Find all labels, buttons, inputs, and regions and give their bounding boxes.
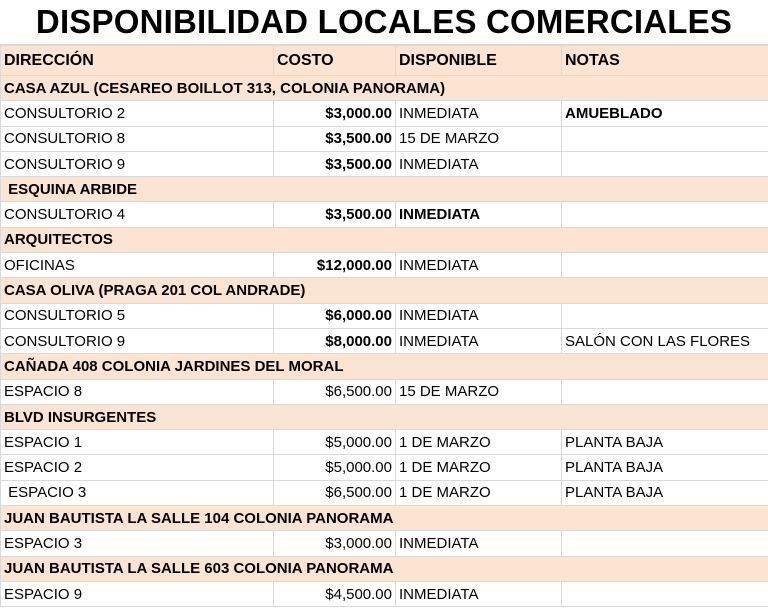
- notes-cell[interactable]: [562, 202, 768, 227]
- availability-cell[interactable]: 1 DE MARZO: [396, 430, 562, 455]
- notes-cell[interactable]: [562, 303, 768, 328]
- availability-cell[interactable]: INMEDIATA: [396, 151, 562, 176]
- section-row: [1, 354, 768, 379]
- notes-cell[interactable]: SALÓN CON LAS FLORES: [562, 328, 768, 353]
- section-row: [1, 556, 768, 581]
- section-label[interactable]: CAÑADA 408 COLONIA JARDINES DEL MORAL: [1, 354, 768, 379]
- notes-cell[interactable]: [562, 581, 768, 606]
- section-label[interactable]: BLVD INSURGENTES: [1, 404, 768, 429]
- notes-cell[interactable]: [562, 253, 768, 278]
- notes-cell[interactable]: [562, 531, 768, 556]
- table-row: [1, 253, 768, 278]
- notes-cell[interactable]: PLANTA BAJA: [562, 480, 768, 505]
- notes-cell[interactable]: [562, 151, 768, 176]
- cost-cell[interactable]: $5,000.00: [274, 430, 396, 455]
- section-label[interactable]: ARQUITECTOS: [1, 227, 768, 252]
- availability-cell[interactable]: INMEDIATA: [396, 328, 562, 353]
- cost-cell[interactable]: $3,500.00: [274, 202, 396, 227]
- table-row: [1, 581, 768, 606]
- section-label[interactable]: JUAN BAUTISTA LA SALLE 104 COLONIA PANORAMA: [1, 506, 768, 531]
- name-cell[interactable]: CONSULTORIO 2: [1, 101, 274, 126]
- cost-cell[interactable]: $3,000.00: [274, 101, 396, 126]
- table-row: [1, 303, 768, 328]
- availability-cell[interactable]: INMEDIATA: [396, 531, 562, 556]
- availability-cell[interactable]: INMEDIATA: [396, 581, 562, 606]
- section-row: [1, 404, 768, 429]
- notes-cell[interactable]: PLANTA BAJA: [562, 455, 768, 480]
- cost-cell[interactable]: $6,500.00: [274, 379, 396, 404]
- table-row: [1, 101, 768, 126]
- name-cell[interactable]: ESPACIO 8: [1, 379, 274, 404]
- notes-cell[interactable]: [562, 126, 768, 151]
- name-cell[interactable]: OFICINAS: [1, 253, 274, 278]
- table-row: [1, 430, 768, 455]
- availability-cell[interactable]: INMEDIATA: [396, 303, 562, 328]
- table-row: [1, 126, 768, 151]
- name-cell[interactable]: CONSULTORIO 8: [1, 126, 274, 151]
- section-label[interactable]: CASA OLIVA (PRAGA 201 COL ANDRADE): [1, 278, 768, 303]
- header-disponible[interactable]: DISPONIBLE: [396, 46, 562, 76]
- name-cell[interactable]: ESPACIO 2: [1, 455, 274, 480]
- section-row: [1, 506, 768, 531]
- table-row: [1, 455, 768, 480]
- cost-cell[interactable]: $5,000.00: [274, 455, 396, 480]
- name-cell[interactable]: ESPACIO 3: [1, 480, 274, 505]
- listing-table: [0, 45, 768, 607]
- cost-cell[interactable]: $3,500.00: [274, 151, 396, 176]
- header-row: [1, 46, 768, 76]
- section-label[interactable]: JUAN BAUTISTA LA SALLE 603 COLONIA PANORAMA: [1, 556, 768, 581]
- availability-cell[interactable]: 1 DE MARZO: [396, 455, 562, 480]
- table-row: [1, 531, 768, 556]
- availability-cell[interactable]: 15 DE MARZO: [396, 379, 562, 404]
- table-row: [1, 379, 768, 404]
- notes-cell[interactable]: AMUEBLADO: [562, 101, 768, 126]
- header-notas[interactable]: NOTAS: [562, 46, 768, 76]
- table-row: [1, 480, 768, 505]
- notes-cell[interactable]: PLANTA BAJA: [562, 430, 768, 455]
- cost-cell[interactable]: $6,500.00: [274, 480, 396, 505]
- cost-cell[interactable]: $3,500.00: [274, 126, 396, 151]
- name-cell[interactable]: CONSULTORIO 5: [1, 303, 274, 328]
- header-direccion[interactable]: DIRECCIÓN: [1, 46, 274, 76]
- section-row: [1, 278, 768, 303]
- sheet-title: DISPONIBILIDAD LOCALES COMERCIALES: [0, 0, 768, 45]
- name-cell[interactable]: CONSULTORIO 9: [1, 151, 274, 176]
- name-cell[interactable]: CONSULTORIO 4: [1, 202, 274, 227]
- name-cell[interactable]: ESPACIO 9: [1, 581, 274, 606]
- section-row: [1, 227, 768, 252]
- section-label[interactable]: ESQUINA ARBIDE: [1, 177, 768, 202]
- table-row: [1, 328, 768, 353]
- name-cell[interactable]: ESPACIO 3: [1, 531, 274, 556]
- cost-cell[interactable]: $4,500.00: [274, 581, 396, 606]
- cost-cell[interactable]: $6,000.00: [274, 303, 396, 328]
- name-cell[interactable]: ESPACIO 1: [1, 430, 274, 455]
- cost-cell[interactable]: $8,000.00: [274, 328, 396, 353]
- availability-cell[interactable]: 1 DE MARZO: [396, 480, 562, 505]
- table-row: [1, 151, 768, 176]
- section-row: [1, 177, 768, 202]
- cost-cell[interactable]: $3,000.00: [274, 531, 396, 556]
- cost-cell[interactable]: $12,000.00: [274, 253, 396, 278]
- availability-cell[interactable]: INMEDIATA: [396, 101, 562, 126]
- section-label[interactable]: CASA AZUL (CESAREO BOILLOT 313, COLONIA PANORAMA): [1, 76, 768, 101]
- name-cell[interactable]: CONSULTORIO 9: [1, 328, 274, 353]
- header-costo[interactable]: COSTO: [274, 46, 396, 76]
- availability-cell[interactable]: INMEDIATA: [396, 253, 562, 278]
- availability-cell[interactable]: 15 DE MARZO: [396, 126, 562, 151]
- notes-cell[interactable]: [562, 379, 768, 404]
- section-row: [1, 76, 768, 101]
- table-row: [1, 202, 768, 227]
- availability-cell[interactable]: INMEDIATA: [396, 202, 562, 227]
